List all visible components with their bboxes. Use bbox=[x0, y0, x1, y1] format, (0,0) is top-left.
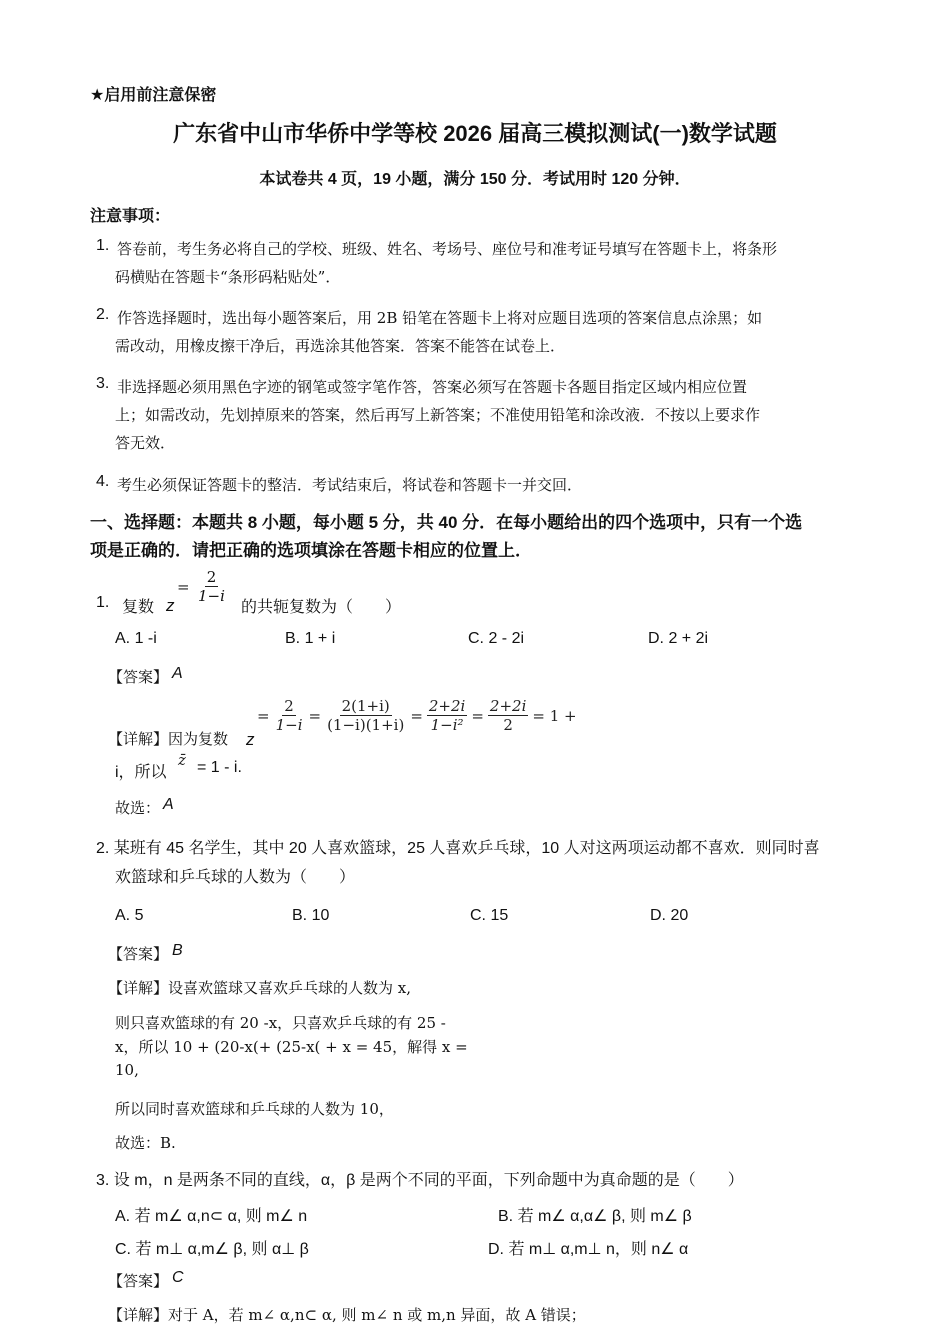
math-equals: = bbox=[410, 706, 423, 725]
fraction bbox=[196, 568, 227, 605]
notice-item-line: 非选择题必须用黑色字迹的钢笔或签字笔作答，答案必须写在答题卡各题目指定区域内相应位置 bbox=[117, 378, 748, 396]
question-text: 2. 某班有 45 名学生，其中 20 人喜欢篮球，25 人喜欢乒乓球，10 人对这两项运动都不喜欢．则同时喜 bbox=[96, 840, 820, 857]
fraction-denominator: 1−i bbox=[198, 587, 225, 605]
detail-text: 【详解】设喜欢篮球又喜欢乒乓球的人数为 x, bbox=[108, 979, 411, 997]
notice-item-number: 2. bbox=[96, 306, 110, 323]
notice-item-number: 3. bbox=[96, 375, 110, 392]
confidential-note: ★启用前注意保密 bbox=[90, 87, 217, 104]
fraction-numerator: 2+2i bbox=[428, 697, 466, 715]
math-tail: = 1 + bbox=[532, 706, 577, 725]
detail-equation bbox=[257, 697, 577, 734]
detail-text: i，所以 bbox=[115, 764, 167, 781]
question-text: 欢篮球和乒乓球的人数为（ ） bbox=[115, 869, 356, 886]
detail-text: 则只喜欢篮球的有 20 -x，只喜欢乒乓球的有 25 - bbox=[115, 1014, 446, 1032]
math-equals: = bbox=[471, 706, 484, 725]
option-c: C. 15 bbox=[470, 907, 509, 924]
option-d: D. 2 + 2i bbox=[648, 630, 709, 647]
detail-text: 10, bbox=[115, 1061, 139, 1079]
option-b: B. 1 + i bbox=[285, 630, 336, 647]
conjugate-z: z̄ bbox=[178, 751, 186, 769]
notice-item-line: 考生必须保证答题卡的整洁．考试结束后，将试卷和答题卡一并交回． bbox=[117, 476, 583, 494]
detail-text: 【详解】对于 A，若 m∠ α,n⊂ α, 则 m∠ n 或 m,n 异面，故 A 错误； bbox=[108, 1306, 586, 1324]
math-equals: = bbox=[177, 578, 190, 596]
notice-item-line: 码横贴在答题卡“条形码粘贴处”． bbox=[115, 268, 341, 286]
notice-item-line: 答无效． bbox=[115, 434, 176, 452]
option-c: C. 2 - 2i bbox=[468, 630, 525, 647]
notice-heading: 注意事项： bbox=[90, 208, 171, 225]
answer-value: A bbox=[172, 665, 183, 682]
math-equals: = bbox=[308, 706, 322, 725]
fraction-denominator: 2 bbox=[503, 716, 513, 734]
answer-label: 【答案】 bbox=[108, 945, 169, 963]
fraction-numerator: 2+2i bbox=[489, 697, 527, 715]
page-title: 广东省中山市华侨中学等校 2026 届高三模拟测试(一)数学试题 bbox=[173, 121, 777, 146]
notice-item-line: 答卷前，考生务必将自己的学校、班级、姓名、考场号、座位号和准考证号填写在答题卡上，将条形 bbox=[117, 240, 778, 258]
question-text: 的共轭复数为（ ） bbox=[241, 599, 402, 616]
question-text: 复数 bbox=[122, 599, 155, 616]
detail-text: 所以同时喜欢篮球和乒乓球的人数为 10， bbox=[115, 1100, 394, 1118]
notice-item-line: 作答选择题时，选出每小题答案后，用 2B 铅笔在答题卡上将对应题目选项的答案信息点涂黑；如 bbox=[117, 309, 763, 327]
notice-item-line: 需改动，用橡皮擦干净后，再选涂其他答案．答案不能答在试卷上． bbox=[115, 337, 566, 355]
option-d: D. 若 m⊥ α,m⊥ n，则 n∠ α bbox=[488, 1241, 689, 1258]
fraction-numerator: 2 bbox=[284, 697, 294, 715]
fraction-numerator: 2(1+i) bbox=[341, 697, 390, 715]
math-variable: z bbox=[246, 730, 255, 749]
question-number: 1. bbox=[96, 594, 110, 611]
choose-label: 故选： bbox=[115, 799, 161, 817]
choose-label: 故选：B. bbox=[115, 1134, 176, 1152]
option-c: C. 若 m⊥ α,m∠ β, 则 α⊥ β bbox=[115, 1241, 309, 1258]
notice-item-number: 4. bbox=[96, 473, 110, 490]
detail-text: = 1 - i. bbox=[197, 759, 242, 776]
option-a: A. 5 bbox=[115, 907, 144, 924]
option-b: B. 若 m∠ α,α∠ β, 则 m∠ β bbox=[498, 1208, 692, 1225]
option-d: D. 20 bbox=[650, 907, 689, 924]
section-heading-line: 一、选择题：本题共 8 小题，每小题 5 分，共 40 分．在每小题给出的四个选项中，只有一个选 bbox=[90, 513, 803, 532]
notice-item-line: 上；如需改动，先划掉原来的答案，然后再写上新答案；不准使用铅笔和涂改液．不按以上要求作 bbox=[115, 406, 761, 424]
notice-item-number: 1. bbox=[96, 237, 110, 254]
math-equals: = bbox=[257, 706, 270, 725]
answer-value: C bbox=[172, 1269, 184, 1286]
answer-label: 【答案】 bbox=[108, 1272, 169, 1290]
detail-text: x，所以 10 + (20-x(+ (25-x( + x = 45，解得 x = bbox=[115, 1038, 468, 1056]
answer-label: 【答案】 bbox=[108, 668, 169, 686]
answer-value: A bbox=[163, 796, 174, 813]
question-text: 3. 设 m，n 是两条不同的直线，α，β 是两个不同的平面，下列命题中为真命题的是（ ） bbox=[96, 1172, 744, 1189]
math-variable: z bbox=[166, 596, 175, 615]
exam-info: 本试卷共 4 页，19 小题，满分 150 分．考试用时 120 分钟． bbox=[259, 171, 691, 188]
answer-value: B bbox=[172, 942, 183, 959]
fraction-denominator: (1−i)(1+i) bbox=[327, 716, 405, 734]
fraction-denominator: 1−i² bbox=[430, 716, 464, 734]
fraction-denominator: 1−i bbox=[275, 716, 303, 734]
detail-label: 【详解】因为复数 bbox=[108, 730, 229, 748]
fraction-numerator: 2 bbox=[206, 568, 217, 586]
option-b: B. 10 bbox=[292, 907, 330, 924]
section-heading-line: 项是正确的．请把正确的选项填涂在答题卡相应的位置上． bbox=[90, 541, 532, 560]
option-a: A. 若 m∠ α,n⊂ α, 则 m∠ n bbox=[115, 1208, 308, 1225]
option-a: A. 1 -i bbox=[115, 630, 157, 647]
